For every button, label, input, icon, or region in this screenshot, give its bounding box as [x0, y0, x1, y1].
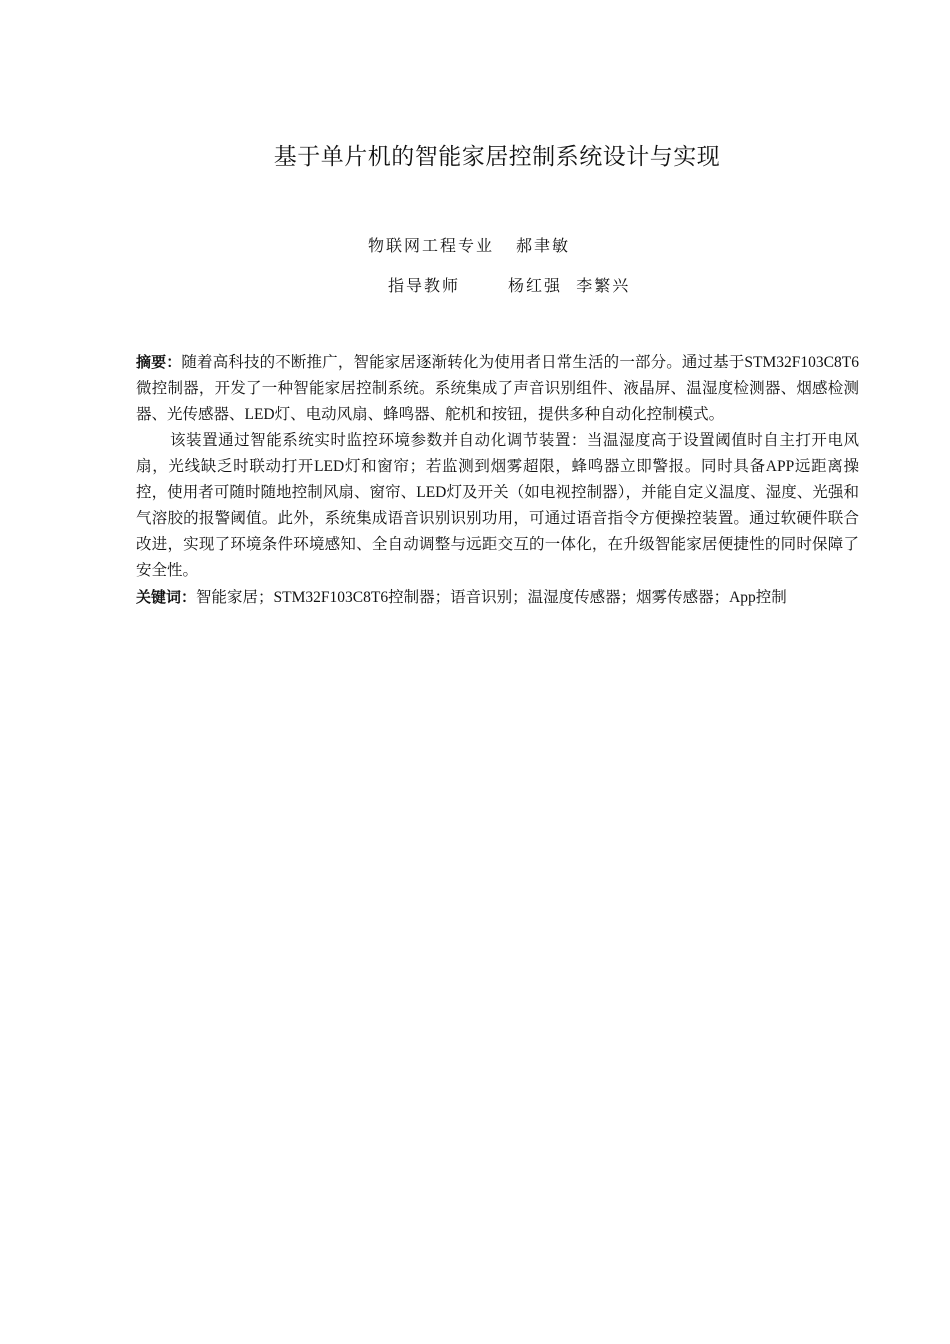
abstract-paragraph-2: 该装置通过智能系统实时监控环境参数并自动化调节装置：当温湿度高于设置阈值时自主打开电风扇，光线缺乏时联动打开LED灯和窗帘；若监测到烟雾超限，蜂鸣器立即警报。同时具备APP远距离操控，使用者可随时随地控制风扇、窗帘、LED灯及开关（如电视控制器），并能自定义温度、湿度、光强和气溶胶的报警阈值。此外，系统集成语音识别识别功用，可通过语音指令方便操控装置。通过软硬件联合改进，实现了环境条件环境感知、全自动调整与远距交互的一体化，在升级智能家居便捷性的同时保障了安全性。: [136, 432, 859, 579]
abstract-text-1: 随着高科技的不断推广，智能家居逐渐转化为使用者日常生活的一部分。通过基于STM32F103C8T6微控制器，开发了一种智能家居控制系统。系统集成了声音识别组件、液晶屏、温湿度检测器、烟感检测器、光传感器、LED灯、电动风扇、蜂鸣器、舵机和按钮，提供多种自动化控制模式。: [136, 354, 859, 423]
paper-title: 基于单片机的智能家居控制系统设计与实现: [273, 144, 721, 170]
major: 物联网工程专业: [368, 236, 495, 255]
author-name: 郝聿敏: [516, 236, 571, 255]
abstract-label: 摘要：: [136, 353, 182, 371]
advisor-line: [388, 273, 630, 296]
keywords-text: 智能家居；STM32F103C8T6控制器；语音识别；温湿度传感器；烟雾传感器；App控制: [196, 589, 787, 606]
abstract-paragraph-1: [136, 349, 859, 428]
author-line: [368, 233, 570, 256]
keywords-label: 关键词：: [136, 588, 197, 606]
keywords-paragraph: [136, 584, 859, 611]
abstract-section: [136, 349, 859, 611]
advisor-label: 指导教师: [388, 276, 461, 295]
advisor-names: 杨红强 李繁兴: [508, 276, 631, 295]
